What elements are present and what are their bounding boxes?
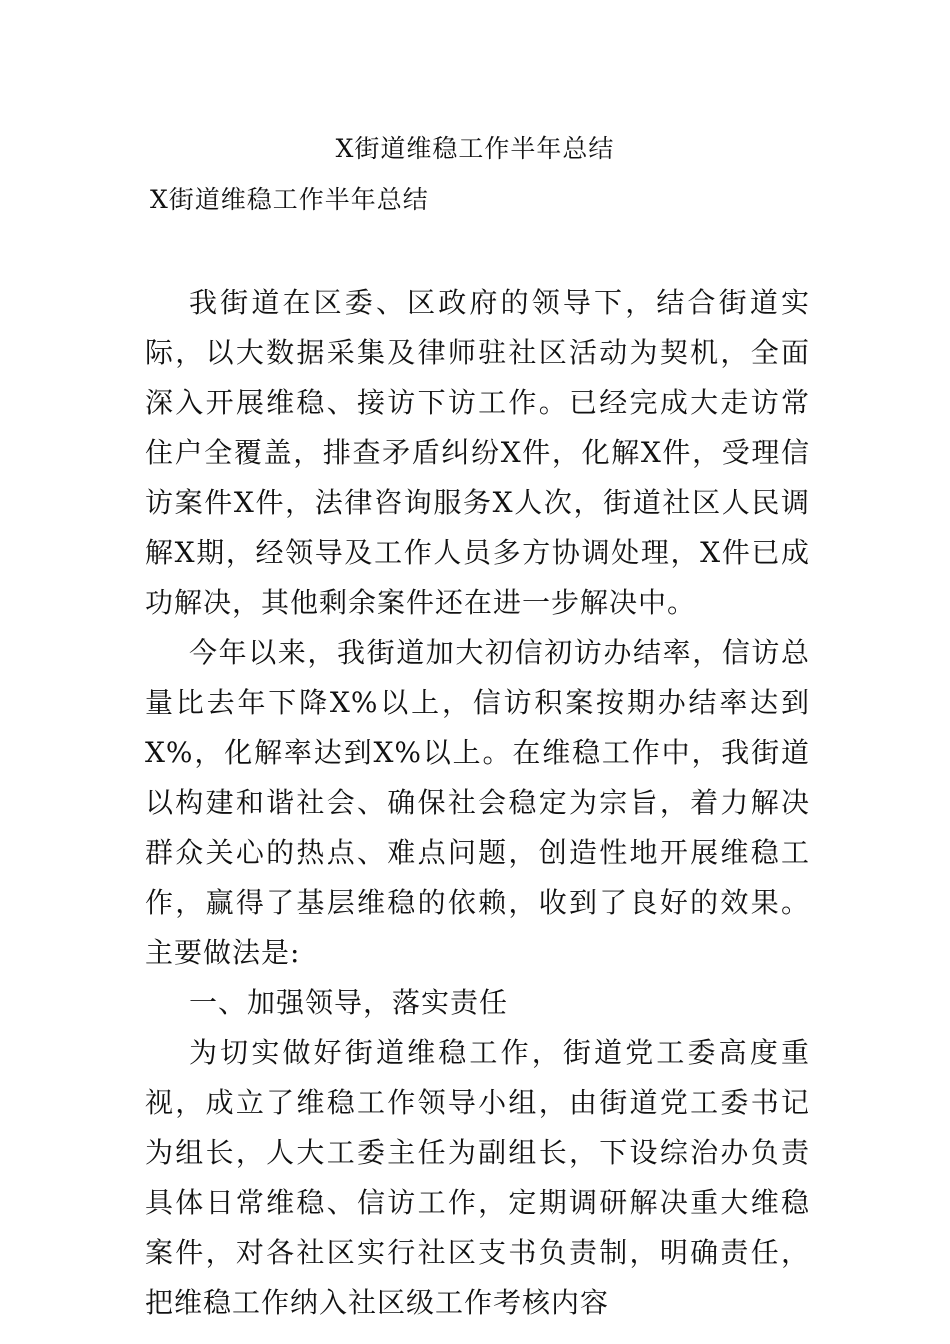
section-heading: 一、加强领导，落实责任 <box>189 986 509 1019</box>
paragraph-intro: 我街道在区委、区政府的领导下，结合街道实际，以大数据采集及律师驻社区活动为契机，全面深入开展维稳、接访下访工作。已经完成大走访常住户全覆盖，排查矛盾纠纷X件，化解X件，受理信访案件X件，法律咨询服务X人次，街道社区人民调解X期，经领导及工作人员多方协调处理，X件已成功解决，其他剩余案件还在进一步解决中。 <box>145 286 810 619</box>
document-body <box>145 278 810 1328</box>
document-subtitle: X街道维稳工作半年总结 <box>150 185 429 214</box>
paragraph-section-one: 为切实做好街道维稳工作，街道党工委高度重视，成立了维稳工作领导小组，由街道党工委书记为组长，人大工委主任为副组长，下设综治办负责具体日常维稳、信访工作，定期调研解决重大维稳案件，对各社区实行社区支书负责制，明确责任，把维稳工作纳入社区级工作考核内容 <box>145 1036 810 1319</box>
paragraph-results: 今年以来，我街道加大初信初访办结率，信访总量比去年下降X%以上，信访积案按期办结率达到X%，化解率达到X%以上。在维稳工作中，我街道以构建和谐社会、确保社会稳定为宗旨，着力解决群众关心的热点、难点问题，创造性地开展维稳工作，赢得了基层维稳的依赖，收到了良好的效果。主要做法是: <box>145 636 810 969</box>
document-title: X街道维稳工作半年总结 <box>335 134 615 163</box>
